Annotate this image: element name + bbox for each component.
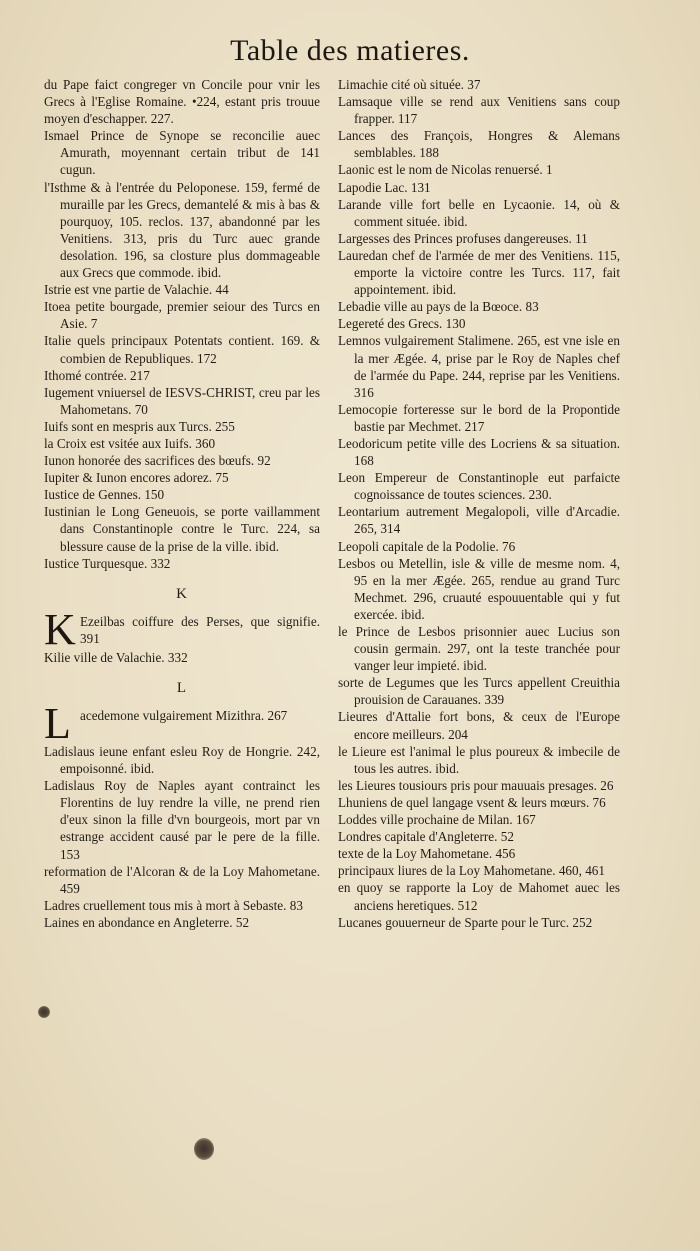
index-entry: le Prince de Lesbos prisonnier auec Lucius son cousin germain. 297, ont la teste tranchée pour vanger leur impieté. ibid. [338,624,620,674]
index-entry: Ladislaus ieune enfant esleu Roy de Hongrie. 242, empoisonné. ibid. [44,744,320,777]
index-entry: Lebadie ville au pays de la Bœoce. 83 [338,299,539,315]
index-entry: Ithomé contrée. 217 [44,367,150,383]
index-entry: Iustice de Gennes. 150 [44,487,165,503]
index-entry: en quoy se rapporte la Loy de Mahomet auec les anciens heretiques. 512 [338,880,620,913]
index-entry: Leodoricum petite ville des Locriens & sa situation. 168 [338,435,620,469]
index-entry: Iugement vniuersel de IESVS-CHRIST, creu par les Mahometans. 70 [44,384,320,417]
index-entry: Londres capitale d'Angleterre. 52 [338,829,514,845]
index-entry-dropcap [44,699,320,748]
index-entry: Iuifs sont en mespris aux Turcs. 255 [44,418,235,434]
index-entry: Italie quels principaux Potentats contient. 169. & combien de Republiques. 172 [44,333,320,366]
index-entry: Leon Empereur de Constantinople eut parfaicte cognoissance de toutes sciences. 230. [338,470,620,503]
index-entry: Legereté des Grecs. 130 [338,316,466,332]
index-entry: Lieures d'Attalie fort bons, & ceux de l'Europe encore meilleurs. 204 [338,709,620,742]
index-entry: Larande ville fort belle en Lycaonie. 14, où & comment située. ibid. [338,196,620,229]
entry-group-l [44,699,320,931]
ink-blot [38,1006,50,1018]
index-entry: la Croix est vsitée aux Iuifs. 360 [44,435,216,451]
index-entry: Lemocopie forteresse sur le bord de la Propontide bastie par Mechmet. 217 [338,401,620,434]
index-entry: sorte de Legumes que les Turcs appellent Creuithia prouision de Carauanes. 339 [338,675,620,708]
ink-blot [194,1138,214,1160]
entry-group-k [44,604,320,666]
index-entry: Largesses des Princes profuses dangereuses. 11 [338,230,588,246]
index-entry: Lucanes gouuerneur de Sparte pour le Turc. 252 [338,914,593,930]
index-entry: Lapodie Lac. 131 [338,179,431,195]
index-entry: Iupiter & Iunon encores adorez. 75 [44,470,229,486]
index-entry: les Lieures tousiours pris pour mauuais presages. 26 [338,777,614,793]
index-column-right [338,76,620,931]
index-entry: reformation de l'Alcoran & de la Loy Mahometane. 459 [44,863,320,896]
index-entry: Lhuniens de quel langage vsent & leurs mœurs. 76 [338,794,606,810]
index-entry-text: acedemone vulgairement Mizithra. 267 [80,708,288,723]
index-entry: principaux liures de la Loy Mahometane. 460, 461 [338,863,605,879]
index-entry: Leopoli capitale de la Podolie. 76 [338,538,516,554]
index-entry: Laonic est le nom de Nicolas renuersé. 1 [338,162,553,178]
index-entry-dropcap [44,604,320,654]
index-entry: Ismael Prince de Synope se reconcilie auec Amurath, moyennant certain tribut de 141 cugun. [44,128,320,178]
index-entry: Ladres cruellement tous mis à mort à Sebaste. 83 [44,897,303,913]
index-entry-text: Ezeilbas coiffure des Perses, que signifie. 391 [80,613,320,646]
index-entry: Lamsaque ville se rend aux Venitiens sans coup frapper. 117 [338,94,620,127]
index-entry: Leontarium autrement Megalopoli, ville d'Arcadie. 265, 314 [338,504,620,537]
index-entry: Lemnos vulgairement Stalimene. 265, est vne isle en la mer Ægée. 4, prise par le Roy de Naples chef de l'armée du Pape. 244, reprise par les Venitiens. 316 [338,333,620,400]
index-entry: texte de la Loy Mahometane. 456 [338,846,516,862]
index-entry: le Lieure est l'animal le plus poureux & imbecile de tous les autres. ibid. [338,743,620,776]
index-entry: du Pape faict congreger vn Concile pour vnir les Grecs à l'Eglise Romaine. •224, estant pris trouue moyen d'eschapper. 227. [44,77,320,127]
index-entry: Laines en abondance en Angleterre. 52 [44,914,250,930]
drop-cap-letter: L [44,699,71,748]
index-entry: Limachie cité où située. 37 [338,77,481,92]
index-entry: Kilie ville de Valachie. 332 [44,649,188,665]
entry-group-i [44,76,320,572]
section-heading-l: L [176,679,188,696]
index-entry: Lances des François, Hongres & Alemans semblables. 188 [338,128,620,161]
index-entry: Iustice Turquesque. 332 [44,555,171,571]
index-entry: Lesbos ou Metellin, isle & ville de mesme nom. 4, 95 en la mer Ægée. 265, rendue au grand Turc Mechmet. 296, cruauté espouuentable qui y fut exercée. ibid. [338,555,620,622]
index-entry: Loddes ville prochaine de Milan. 167 [338,812,536,828]
index-entry: Iustinian le Long Geneuois, se porte vaillamment dans Constantinople contre le Turc. 224, sa blessure cause de la prise de la ville. ibid. [44,504,320,554]
index-entry: l'Isthme & à l'entrée du Peloponese. 159, fermé de muraille par les Grecs, demantelé & mis à bas & pourquoy, 105. reclos. 137, abandonné par les Venitiens. 313, pris du Turc auec grande desolation. 196, sa closture plus dommageable aux Grecs que commode. ibid. [44,179,320,281]
page-title: Table des matieres. [230,34,470,67]
index-entry: Istrie est vne partie de Valachie. 44 [44,282,229,298]
drop-cap-letter: K [44,604,76,654]
section-heading-k: K [176,585,188,602]
index-entry: Itoea petite bourgade, premier seiour des Turcs en Asie. 7 [44,299,320,332]
index-column-left [44,76,320,931]
index-entry: Ladislaus Roy de Naples ayant contrainct les Florentins de luy rendre la ville, ne prend rien d'eux sinon la fille d'vn bourgeois, mort par vn estrange accident causé par le pere de la fille. 153 [44,778,320,862]
index-entry: Lauredan chef de l'armée de mer des Venitiens. 115, emporte la victoire contre les Turcs. 117, fait appointement. ibid. [338,247,620,298]
index-entry: Iunon honorée des sacrifices des bœufs. 92 [44,453,271,469]
